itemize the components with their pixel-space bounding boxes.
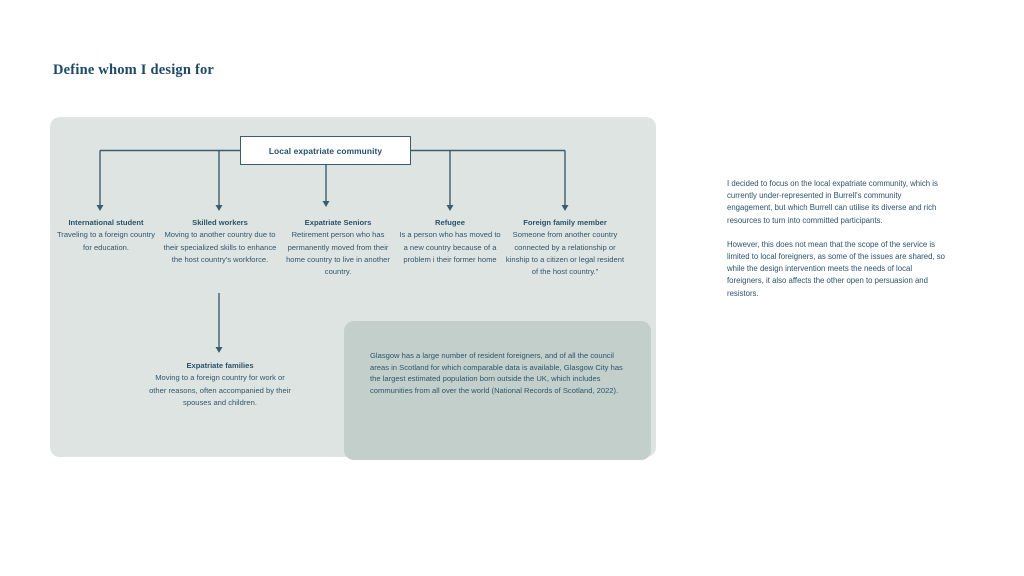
root-node: [240, 136, 411, 165]
category-description: Is a person who has moved to a new country because of a problem i their former home: [399, 230, 501, 264]
commentary-paragraph-1: I decided to focus on the local expatriate community, which is currently under-represented in Burrell's community engagement, but which Burrell can utilise its diverse and rich resources to turn into committed participants.: [727, 179, 938, 225]
category-title: Expatriate families: [186, 361, 254, 370]
category-title: Refugee: [435, 218, 465, 227]
commentary-paragraph-2: However, this does not mean that the scope of the service is limited to local foreigners, as some of the issues are shared, so while the design intervention meets the needs of local foreigners, it also affects the other open to persuasion and resistors.: [727, 239, 945, 298]
category-description: Traveling to a foreign country for education.: [56, 230, 156, 252]
category-description: Moving to a foreign country for work or other reasons, often accompanied by their spouses and children.: [149, 373, 291, 407]
category-expatriate-seniors: [282, 217, 394, 278]
category-title: Foreign family member: [523, 218, 607, 227]
category-description: Retirement person who has permanently moved from their home country to live in another country.: [286, 230, 390, 277]
category-expatriate-families: [149, 360, 291, 409]
category-foreign-family-member: [505, 217, 625, 278]
category-skilled-workers: [158, 217, 282, 266]
root-node-label: Local expatriate community: [268, 145, 383, 156]
category-refugee: [398, 217, 502, 266]
category-title: International student: [68, 218, 144, 227]
category-international-student: [52, 217, 160, 254]
glasgow-note-text: Glasgow has a large number of resident foreigners, and of all the council areas in Scotland for which comparable data is available, Glasgow City has the largest estimated population born outside the UK, which includes communities from all over the world (National Records of Scotland, 2022).: [370, 351, 623, 396]
glasgow-note-card: [344, 321, 651, 460]
category-description: Someone from another country connected by a relationship or kinship to a citizen or legal resident of the host country.”: [505, 230, 625, 277]
page-title: Define whom I design for: [53, 62, 215, 78]
category-title: Expatriate Seniors: [304, 218, 372, 227]
commentary-column: [727, 178, 946, 300]
category-description: Moving to another country due to their specialized skills to enhance the host country's workforce.: [163, 230, 277, 264]
category-title: Skilled workers: [192, 218, 248, 227]
